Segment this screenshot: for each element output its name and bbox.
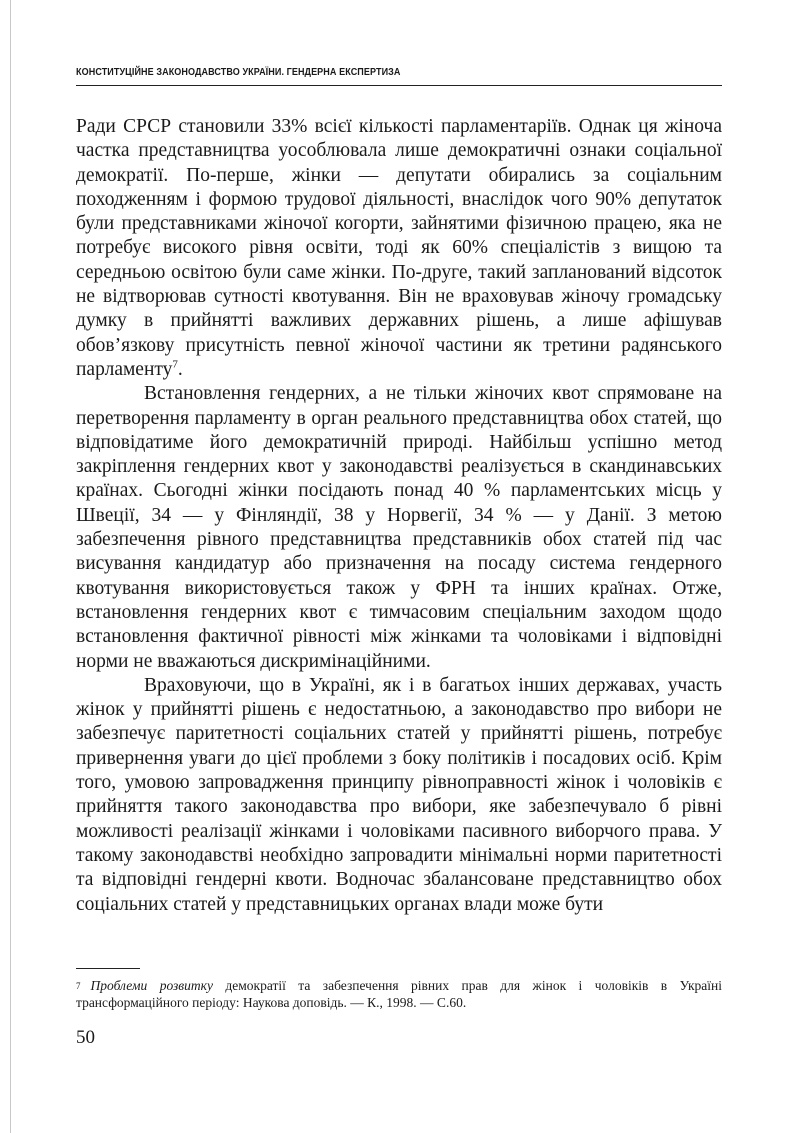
footnote-marker: 7 [76, 981, 81, 991]
paragraph-1-text: Ради СРСР становили 33% всієї кількості парламентаріїв. Однак ця жіноча частка представництва уособлювала лише демократичні ознаки соціальної демократії. По-перше, жінки — депутати обирались за соціальним походженням і формою трудової діяльності, внаслідок чого 90% депутаток були представниками жіночої когорти, зайнятими фізичною працею, яка не потребує високого рівня освіти, тоді як 60% спеціалістів з вищою та середньою освітою були саме жінки. По-друге, такий запланований відсоток не відтворював сутності квотування. Він не враховував жіночу громадську думку в прийнятті важливих державних рішень, а лише афішував обов’язкову присутність певної жіночої частини як третини радянського парламенту [76, 116, 722, 380]
paragraph-1 [76, 115, 722, 382]
footnote-title: Проблеми розвитку [90, 978, 213, 993]
footnote-rule [76, 968, 140, 969]
scan-edge-line [10, 0, 11, 1133]
main-text [76, 115, 722, 917]
page-number: 50 [76, 1027, 95, 1048]
header-rule [76, 85, 722, 86]
footnote-reference[interactable]: 7 [172, 358, 178, 371]
paragraph-2: Встановлення гендерних, а не тільки жіночих квот спрямоване на перетворення парламенту в орган реального представництва обох статей, що відповідатиме його демократичній природі. Найбільш успішно метод закріплення гендерних квот у законодавстві реалізується в скандинавських країнах. Сьогодні жінки посідають понад 40 % парламентських місць у Швеції, 34 — у Фінляндії, 38 у Норвегії, 34 % — у Данії. З метою забезпечення рівного представництва представників обох статей під час висування кандидатур або призначення на посаду система гендерного квотування використовується також у ФРН та інших країнах. Отже, встановлення гендерних квот є тимчасовим спеціальним заходом щодо встановлення фактичної рівності між жінками та чоловіками і відповідні норми не вважаються дискримінаційними. [76, 383, 722, 672]
footnote [76, 978, 722, 1011]
paragraph-1-end: . [177, 358, 183, 380]
paragraph-3: Враховуючи, що в Україні, як і в багатьох інших державах, участь жінок у прийнятті рішень є недостатньою, а законодавство про вибори не забезпечує паритетності соціальних статей у прийнятті рішень, потребує привернення уваги до цієї проблеми з боку політиків і посадових осіб. Крім того, умовою запровадження принципу рівноправності жінок і чоловіків є прийняття такого законодавства про вибори, яке забезпечувало б рівні можливості реалізації жінками і чоловіками пасивного виборчого права. У такому законодавстві необхідно запровадити мінімальні норми паритетності та відповідні гендерні квоти. Водночас збалансоване представництво обох соціальних статей у представницьких органах влади може бути [76, 674, 722, 915]
running-header: КОНСТИТУЦІЙНЕ ЗАКОНОДАВСТВО УКРАЇНИ. ГЕНДЕРНА ЕКСПЕРТИЗА [76, 66, 401, 78]
footnote-text: демократії та забезпечення рівних прав для жінок і чоловіків в Україні трансформаційного періоду: Наукова доповідь. — К., 1998. — С.60. [76, 978, 722, 1010]
